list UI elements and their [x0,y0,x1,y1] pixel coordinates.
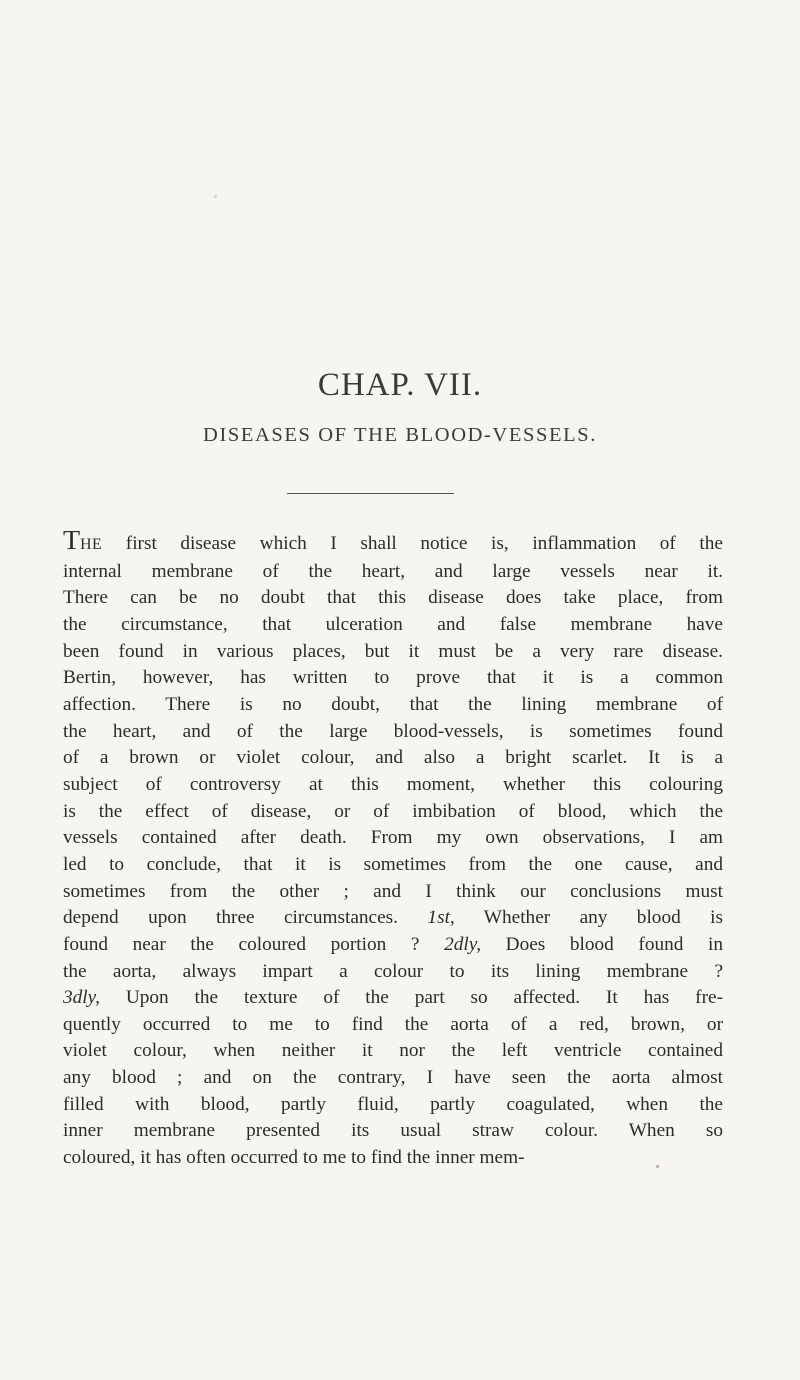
line-text: depend upon three circumstances. [63,907,399,929]
text-line: filled with blood, partly fluid, partly coagulated, when the [63,1093,723,1115]
text-line [63,905,723,932]
text-line [63,932,723,959]
line-text: first disease which I shall notice is, inflammation of the [102,533,723,554]
drop-cap: T [63,525,81,556]
text-line: violet colour, when neither it nor the left ventricle contained [63,1040,723,1062]
text-line: of a brown or violet colour, and also a bright scarlet. It is a [63,747,723,769]
small-caps-text: HE [80,536,103,553]
line-text: Upon the texture of the part so affected. It has fre- [99,987,723,1009]
italic-ordinal: 3dly, [63,987,100,1009]
text-line: vessels contained after death. From my own observations, I am [63,827,723,849]
divider-rule [287,493,454,494]
text-line: subject of controversy at this moment, whether this colouring [63,773,723,795]
text-line: any blood ; and on the contrary, I have seen the aorta almost [63,1067,723,1089]
italic-ordinal: 2dly, [444,933,482,955]
line-text: found near the coloured portion ? [63,933,420,955]
chapter-heading: CHAP. VII. [317,367,483,403]
text-line: is the effect of disease, or of imbibation of blood, which the [63,800,723,822]
body-paragraph [63,527,723,1172]
chapter-subtitle: DISEASES OF THE BLOOD-VESSELS. [203,424,597,446]
text-line: the aorta, always impart a colour to its lining membrane ? [63,960,723,982]
line-text: Does blood found in [481,933,723,955]
text-line: There can be no doubt that this disease does take place, from [63,587,723,609]
text-line: inner membrane presented its usual straw colour. When so [63,1120,723,1142]
text-line: sometimes from the other ; and I think our conclusions must [63,880,723,902]
text-line: coloured, it has often occurred to me to find the inner mem- [63,1147,525,1169]
text-line [63,527,723,559]
text-line: led to conclude, that it is sometimes from the one cause, and [63,853,723,875]
paper-speck [656,1165,659,1168]
text-line: quently occurred to me to find the aorta of a red, brown, or [63,1013,723,1035]
text-line: Bertin, however, has written to prove that it is a common [63,667,723,689]
paper-speck [214,195,217,198]
italic-ordinal: 1st, [427,907,455,929]
text-line: the heart, and of the large blood-vessels, is sometimes found [63,720,723,742]
text-line [63,985,723,1012]
text-line: affection. There is no doubt, that the lining membrane of [63,693,723,715]
line-text: Whether any blood is [454,907,723,929]
text-line: internal membrane of the heart, and large vessels near it. [63,560,723,582]
text-line: the circumstance, that ulceration and false membrane have [63,613,723,635]
text-line: been found in various places, but it must be a very rare disease. [63,640,723,662]
